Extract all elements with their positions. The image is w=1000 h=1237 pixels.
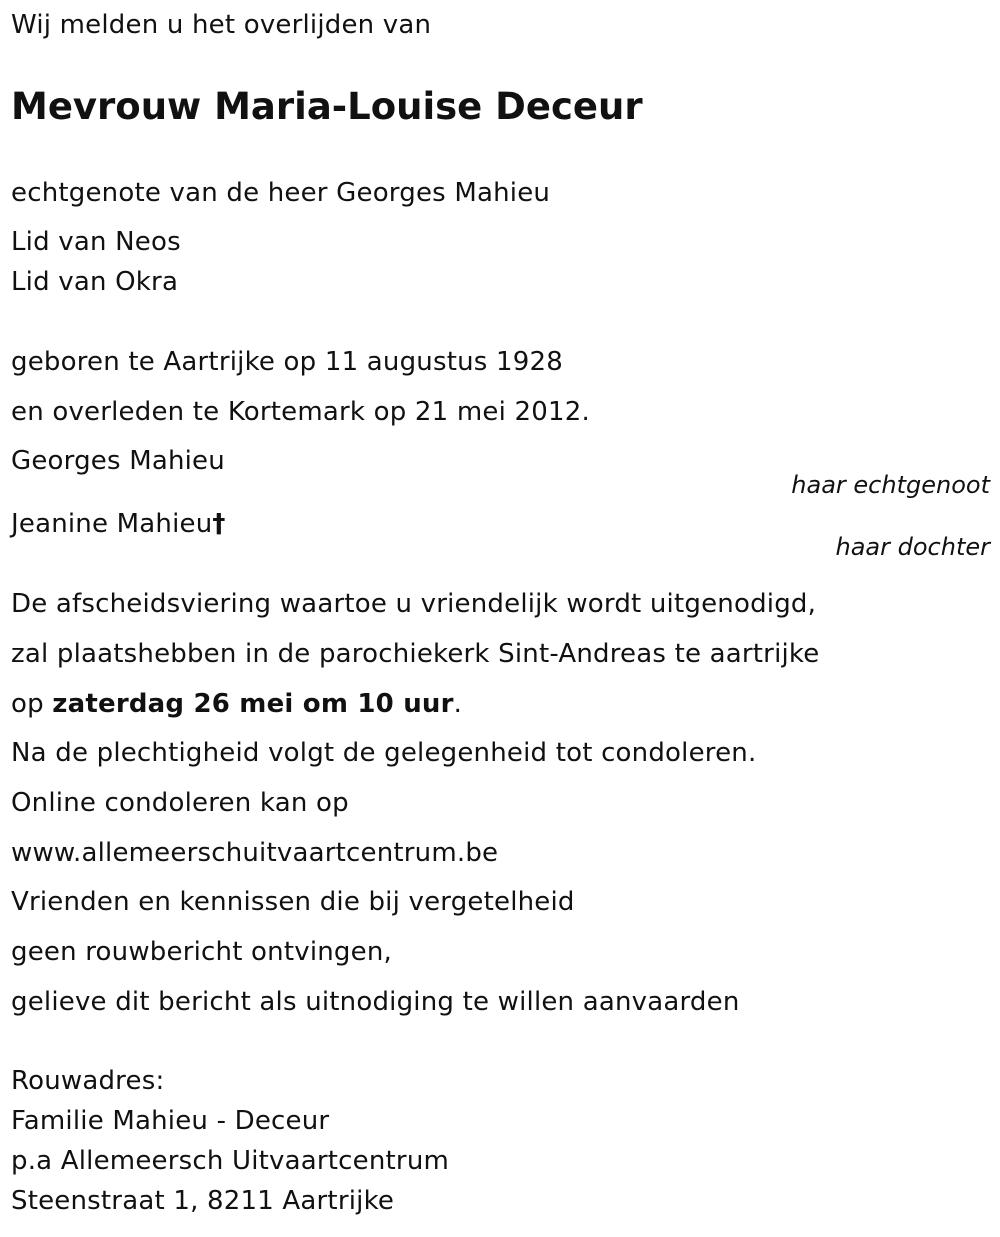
notice-line-2: geen rouwbericht ontvingen, xyxy=(11,937,392,967)
address-line-3: Steenstraat 1, 8211 Aartrijke xyxy=(11,1186,395,1216)
address-line-2: p.a Allemeersch Uitvaartcentrum xyxy=(11,1146,450,1176)
ceremony-datetime: zaterdag 26 mei om 10 uur xyxy=(52,689,454,719)
deceased-name: Mevrouw Maria-Louise Deceur xyxy=(11,85,643,128)
ceremony-line-3 xyxy=(11,688,462,720)
spouse-line: echtgenote van de heer Georges Mahieu xyxy=(11,178,551,208)
condolence-link[interactable]: www.allemeerschuitvaartcentrum.be xyxy=(11,838,499,868)
intro-text: Wij melden u het overlijden van xyxy=(11,10,432,40)
ceremony-line-4: Na de plechtigheid volgt de gelegenheid tot condoleren. xyxy=(11,738,757,768)
online-condolence-text: Online condoleren kan op xyxy=(11,788,349,818)
ceremony-line-1: De afscheidsviering waartoe u vriendelijk wordt uitgenodigd, xyxy=(11,589,817,619)
relative-name-spouse: Georges Mahieu xyxy=(11,446,225,476)
relative-daughter xyxy=(11,508,226,540)
address-line-1: Familie Mahieu - Deceur xyxy=(11,1106,330,1136)
online-condolence-url[interactable] xyxy=(11,837,498,869)
ceremony-suffix: . xyxy=(453,689,463,719)
notice-line-3: gelieve dit bericht als uitnodiging te willen aanvaarden xyxy=(11,987,740,1017)
cross-icon: † xyxy=(212,509,226,539)
birth-line: geboren te Aartrijke op 11 augustus 1928 xyxy=(11,347,563,377)
relative-relation-spouse: haar echtgenoot xyxy=(791,471,990,499)
relative-relation-daughter: haar dochter xyxy=(835,533,990,561)
ceremony-line-2: zal plaatshebben in de parochiekerk Sint-Andreas te aartrijke xyxy=(11,639,820,669)
death-line: en overleden te Kortemark op 21 mei 2012. xyxy=(11,397,590,427)
notice-line-1: Vrienden en kennissen die bij vergetelheid xyxy=(11,887,575,917)
membership-okra: Lid van Okra xyxy=(11,267,179,297)
membership-neos: Lid van Neos xyxy=(11,227,181,257)
ceremony-prefix: op xyxy=(11,689,53,719)
address-label: Rouwadres: xyxy=(11,1066,165,1096)
relative-name-daughter: Jeanine Mahieu xyxy=(11,509,213,539)
